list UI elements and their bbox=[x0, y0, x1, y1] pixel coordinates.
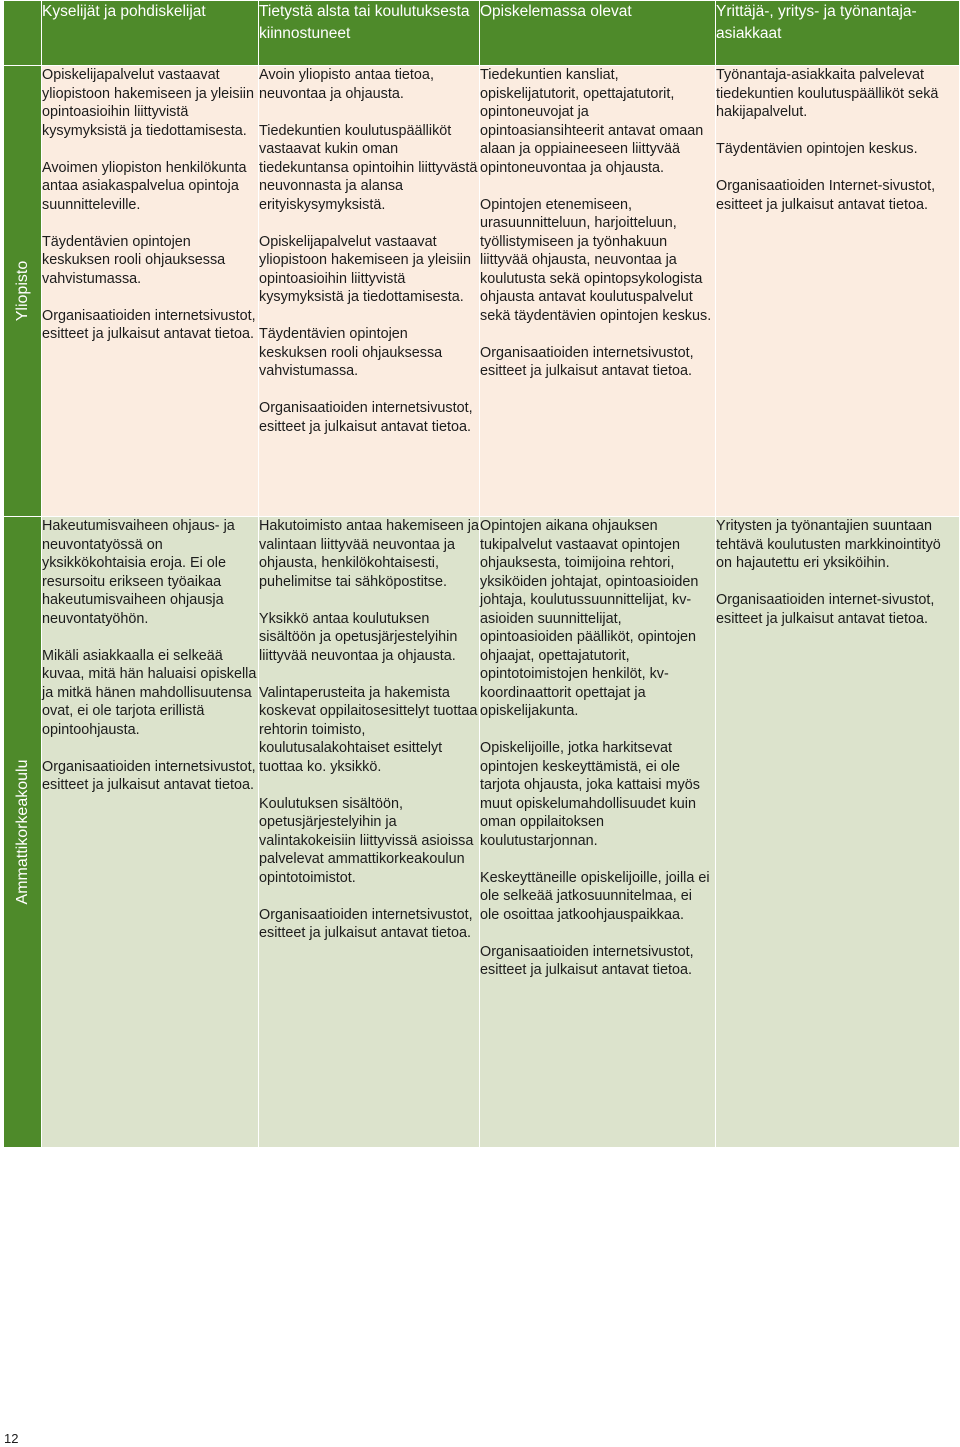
cell-paragraph: Avoin yliopisto antaa tietoa, neuvontaa ja ohjausta. bbox=[259, 67, 434, 102]
cell-paragraph: Hakutoimisto antaa hakemiseen ja valintaan liittyvää neuvontaa ja ohjausta, henkilökohtaisesti, puhelimitse tai sähköpostitse. bbox=[259, 518, 479, 590]
column-header-field-interested: Tietystä alsta tai koulutuksesta kiinnostuneet bbox=[259, 1, 480, 66]
cell-paragraph: Organisaatioiden internetsivustot, esitteet ja julkaisut antavat tietoa. bbox=[42, 758, 256, 793]
cell-yliopisto-employers bbox=[716, 66, 960, 517]
cell-paragraph: Täydentävien opintojen keskus. bbox=[716, 141, 918, 157]
cell-paragraph: Organisaatioiden internetsivustot, esitteet ja julkaisut antavat tietoa. bbox=[480, 344, 694, 379]
cell-paragraph: Opiskelijapalvelut vastaavat yliopistoon hakemiseen ja yleisiin opintoasioihin liittyvistä kysymyksistä ja tiedottamisesta. bbox=[259, 233, 471, 305]
header-corner bbox=[4, 1, 42, 66]
cell-paragraph: Opiskelijoille, jotka harkitsevat opintojen keskeyttämistä, ei ole tarjota ohjausta, joka kattaisi myös muut opiskelumahdollisuudet kuin oman oppilaitoksen koulutustarjonnan. bbox=[480, 740, 700, 849]
cell-paragraph: Opintojen aikana ohjauksen tukipalvelut vastaavat opintojen ohjauksesta, toimijoina rehtori, yksiköiden johtajat, opintoasioiden johtaja, koulutussuunnittelijat, kv-asioiden suunnittelijat, opintoasioiden päälliköt, opintojen ohjaajat, opettajatutorit, opintotoimistojen henkilöt, kv-koordinaattorit opettajat ja opiskelijakunta. bbox=[480, 518, 699, 719]
row-label-text: Yliopisto bbox=[13, 260, 31, 322]
cell-yliopisto-inquirers bbox=[42, 66, 259, 517]
cell-paragraph: Yksikkö antaa koulutuksen sisältöön ja opetusjärjestelyihin liittyvää neuvontaa ja ohjausta. bbox=[259, 610, 458, 664]
cell-paragraph: Organisaatioiden internet-sivustot, esitteet ja julkaisut antavat tietoa. bbox=[716, 592, 935, 627]
cell-paragraph: Organisaatioiden internetsivustot, esitteet ja julkaisut antavat tietoa. bbox=[480, 943, 694, 978]
cell-paragraph: Organisaatioiden internetsivustot, esitteet ja julkaisut antavat tietoa. bbox=[259, 400, 473, 435]
row-label-text: Ammattikorkeakoulu bbox=[13, 759, 31, 905]
cell-yliopisto-field-interested bbox=[259, 66, 480, 517]
cell-paragraph: Tiedekuntien koulutuspäälliköt vastaavat kukin oman tiedekuntansa opintoihin liittyvästä neuvonnasta ja alansa erityiskysymyksistä. bbox=[259, 122, 478, 213]
cell-paragraph: Opiskelijapalvelut vastaavat yliopistoon hakemiseen ja yleisiin opintoasioihin liittyvistä kysymyksistä ja tiedottamisesta. bbox=[42, 67, 254, 139]
cell-paragraph: Työnantaja-asiakkaita palvelevat tiedekuntien koulutuspäälliköt sekä hakijapalvelut. bbox=[716, 67, 939, 120]
cell-paragraph: Opintojen etenemiseen, urasuunnitteluun, harjoitteluun, työllistymiseen ja työnhakuun liittyvää ohjausta, neuvontaa ja koulutusta sekä opintopsykologista ohjausta antavat koulutuspalvelut sekä täydentävien opintojen keskus. bbox=[480, 196, 712, 324]
cell-paragraph: Tiedekuntien kansliat, opiskelijatutorit, opettajatutorit, opintoneuvojat ja opintoasiansihteerit antavat omaan alaan ja oppiaineeseen liittyvää opintoneuvontaa ja ohjausta. bbox=[480, 67, 704, 176]
column-header-employers: Yrittäjä-, yritys- ja työnantaja-asiakkaat bbox=[716, 1, 960, 66]
cell-paragraph: Valintaperusteita ja hakemista koskevat oppilaitosesittelyt tuottaa rehtorin toimisto, koulutusalakohtaiset esittelyt tuottaa ko. yksikkö. bbox=[259, 684, 478, 775]
cell-paragraph: Täydentävien opintojen keskuksen rooli ohjauksessa vahvistumassa. bbox=[259, 326, 443, 379]
cell-amk-employers bbox=[716, 517, 960, 1148]
cell-paragraph: Organisaatioiden internetsivustot, esitteet ja julkaisut antavat tietoa. bbox=[42, 307, 256, 342]
cell-paragraph: Yritysten ja työnantajien suuntaan tehtävä koulutusten markkinointityö on hajautettu eri yksiköihin. bbox=[716, 518, 941, 571]
cell-paragraph: Organisaatioiden internetsivustot, esitteet ja julkaisut antavat tietoa. bbox=[259, 906, 473, 941]
cell-paragraph: Täydentävien opintojen keskuksen rooli ohjauksessa vahvistumassa. bbox=[42, 233, 226, 287]
row-label-ammattikorkeakoulu bbox=[4, 517, 42, 1148]
row-ammattikorkeakoulu bbox=[4, 517, 960, 1148]
cell-yliopisto-students bbox=[480, 66, 716, 517]
cell-paragraph: Koulutuksen sisältöön, opetusjärjestelyihin ja valintakokeisiin liittyvissä asioissa palvelevat ammattikorkeakoulun opintotoimistot. bbox=[259, 795, 474, 886]
column-header-inquirers: Kyselijät ja pohdiskelijat bbox=[42, 1, 259, 66]
column-header-students: Opiskelemassa olevat bbox=[480, 1, 716, 66]
cell-paragraph: Organisaatioiden Internet-sivustot, esitteet ja julkaisut antavat tietoa. bbox=[716, 178, 936, 213]
row-label-yliopisto bbox=[4, 66, 42, 517]
page-number: 12 bbox=[4, 1431, 19, 1446]
guidance-table bbox=[3, 0, 960, 1148]
header-row bbox=[4, 1, 960, 66]
cell-amk-field-interested bbox=[259, 517, 480, 1148]
row-yliopisto bbox=[4, 66, 960, 517]
cell-paragraph: Avoimen yliopiston henkilökunta antaa asiakaspalvelua opintoja suunnitteleville. bbox=[42, 159, 247, 213]
cell-amk-students bbox=[480, 517, 716, 1148]
cell-paragraph: Keskeyttäneille opiskelijoille, joilla ei ole selkeää jatkosuunnitelmaa, ei ole osoittaa jatkoohjauspaikkaa. bbox=[480, 869, 710, 923]
cell-paragraph: Mikäli asiakkaalla ei selkeää kuvaa, mitä hän haluaisi opiskella ja mitkä hänen mahdollisuutensa ovat, ei ole tarjota erillistä opintoohjausta. bbox=[42, 647, 257, 738]
cell-paragraph: Hakeutumisvaiheen ohjaus- ja neuvontatyössä on yksikkökohtaisia eroja. Ei ole resursoitu erikseen työaikaa hakeutumisvaiheen ohjausja neuvontatyöhön. bbox=[42, 518, 235, 627]
cell-amk-inquirers bbox=[42, 517, 259, 1148]
